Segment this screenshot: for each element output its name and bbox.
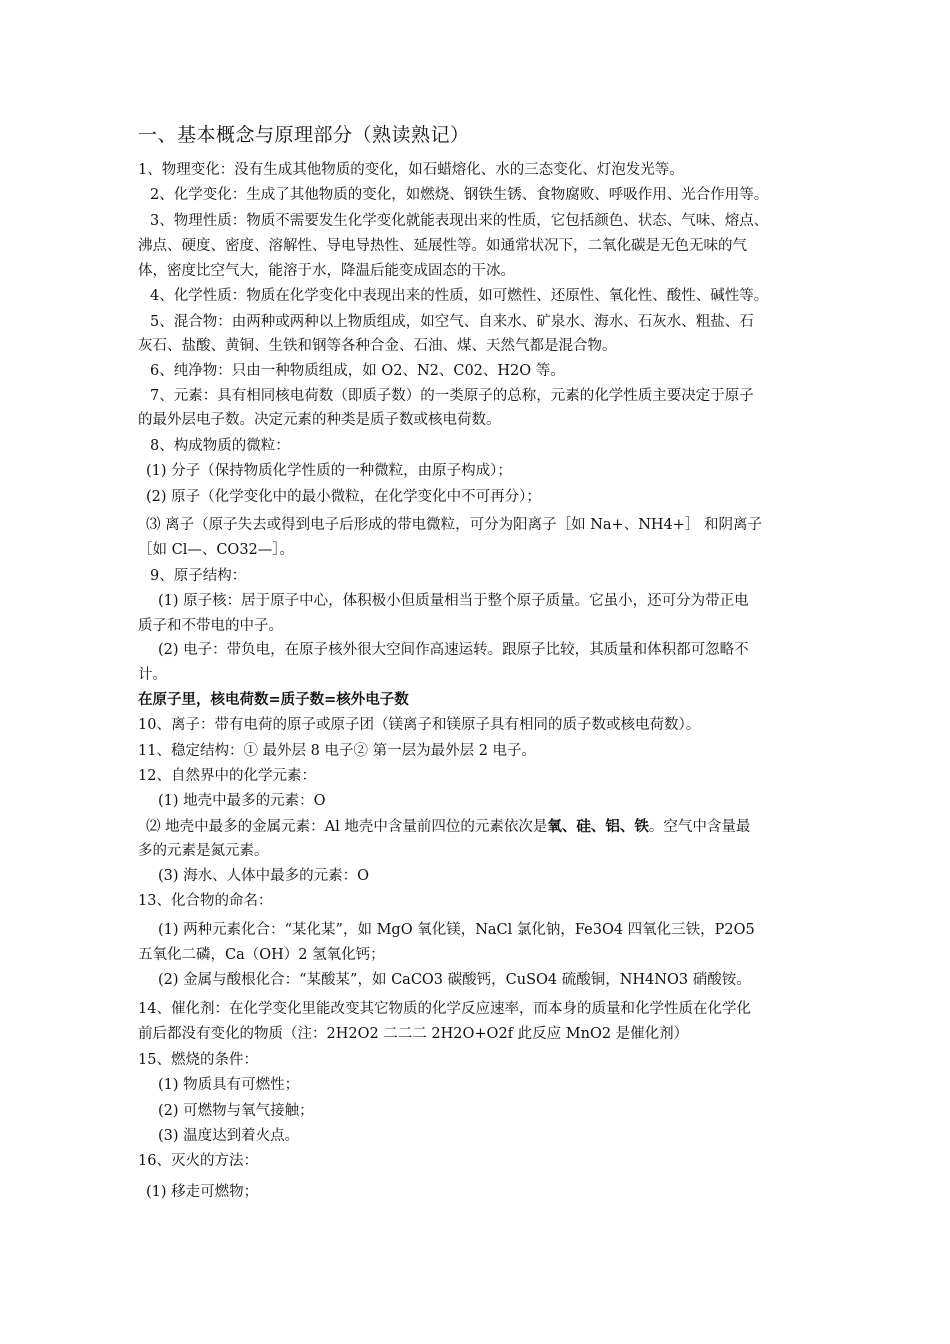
- text-line: (2) 金属与酸根化合：“某酸某”，如 CaCO3 碳酸钙，CuSO4 硫酸铜，NH4NO3 硝酸铵。: [158, 972, 751, 988]
- text-line: (1) 原子核：居于原子中心，体积极小但质量相当于整个原子质量。它虽小，还可分为带正电: [158, 593, 749, 609]
- text-line: 15、燃烧的条件：: [138, 1052, 258, 1068]
- text-line: (1) 移走可燃物；: [146, 1184, 259, 1200]
- text-line: 沸点、硬度、密度、溶解性、导电导热性、延展性等。如通常状况下，二氧化碳是无色无味的气: [138, 238, 747, 254]
- text-segment: 。空气中含量最: [648, 819, 751, 835]
- text-line: (3) 海水、人体中最多的元素：O: [158, 868, 370, 884]
- text-line: 五氧化二磷，Ca（OH）2 氢氧化钙；: [138, 947, 385, 963]
- text-line: 质子和不带电的中子。: [138, 618, 283, 634]
- text-line: (1) 物质具有可燃性；: [158, 1077, 300, 1093]
- text-line: (1) 分子（保持物质化学性质的一种微粒，由原子构成）；: [146, 463, 512, 479]
- text-line: ［如 Cl—、CO32—］。: [138, 542, 295, 558]
- text-line: 多的元素是氮元素。: [138, 843, 269, 859]
- text-line: (2) 电子：带负电，在原子核外很大空间作高速运转。跟原子比较，其质量和体积都可忽略不: [158, 642, 749, 658]
- text-line: 16、灭火的方法：: [138, 1153, 258, 1169]
- text-line: 9、原子结构：: [150, 568, 247, 584]
- text-line: (2) 可燃物与氧气接触；: [158, 1103, 314, 1119]
- text-line: (3) 温度达到着火点。: [158, 1128, 300, 1144]
- section-title: 一、基本概念与原理部分（熟读熟记）: [138, 124, 470, 146]
- text-line: 12、自然界中的化学元素：: [138, 768, 316, 784]
- text-line: 计。: [138, 667, 167, 683]
- text-line: 灰石、盐酸、黄铜、生铁和钢等各种合金、石油、煤、天然气都是混合物。: [138, 338, 617, 354]
- text-line: 体，密度比空气大，能溶于水，降温后能变成固态的干冰。: [138, 263, 515, 279]
- text-line: (1) 两种元素化合：“某化某”，如 MgO 氧化镁，NaCl 氯化钠，Fe3O4 四氧化三铁，P2O5: [158, 922, 755, 938]
- bold-elements: 氧、硅、铝、铁: [547, 818, 649, 835]
- text-line: (2) 原子（化学变化中的最小微粒，在化学变化中不可再分）；: [146, 489, 541, 505]
- text-line: 5、混合物：由两种或两种以上物质组成，如空气、自来水、矿泉水、海水、石灰水、粗盐、石: [150, 314, 754, 330]
- text-line: 1、物理变化：没有生成其他物质的变化，如石蜡熔化、水的三态变化、灯泡发光等。: [138, 162, 684, 178]
- text-line: 8、构成物质的微粒：: [150, 438, 290, 454]
- text-line: 14、催化剂：在化学变化里能改变其它物质的化学反应速率，而本身的质量和化学性质在化学化: [138, 1001, 751, 1017]
- text-line: 4、化学性质：物质在化学变化中表现出来的性质，如可燃性、还原性、氧化性、酸性、碱性等。: [150, 288, 769, 304]
- text-line: 13、化合物的命名：: [138, 893, 273, 909]
- text-line: 2、化学变化：生成了其他物质的变化，如燃烧、钢铁生锈、食物腐败、呼吸作用、光合作用等。: [150, 187, 769, 203]
- text-line: 3、物理性质：物质不需要发生化学变化就能表现出来的性质，它包括颜色、状态、气味、熔点、: [150, 213, 769, 229]
- text-line: [146, 817, 750, 837]
- text-segment: ⑵ 地壳中最多的金属元素：Al 地壳中含量前四位的元素依次是: [146, 819, 548, 835]
- text-line: 11、稳定结构：① 最外层 8 电子② 第一层为最外层 2 电子。: [138, 743, 537, 759]
- text-line: 6、纯净物：只由一种物质组成，如 O2、N2、C02、H2O 等。: [150, 363, 565, 379]
- text-line: (1) 地壳中最多的元素：O: [158, 793, 326, 809]
- text-line: 7、元素：具有相同核电荷数（即质子数）的一类原子的总称，元素的化学性质主要决定于原子: [150, 388, 754, 404]
- emphasis-line: 在原子里，核电荷数=质子数=核外电子数: [138, 692, 409, 708]
- text-line: ⑶ 离子（原子失去或得到电子后形成的带电微粒，可分为阳离子［如 Na+、NH4+］ 和阴离子: [146, 517, 763, 533]
- text-line: 前后都没有变化的物质（注：2H2O2 二二二 2H2O+O2f 此反应 MnO2 是催化剂）: [138, 1026, 689, 1042]
- text-line: 的最外层电子数。决定元素的种类是质子数或核电荷数。: [138, 412, 501, 428]
- text-line: 10、离子：带有电荷的原子或原子团（镁离子和镁原子具有相同的质子数或核电荷数）。: [138, 717, 701, 733]
